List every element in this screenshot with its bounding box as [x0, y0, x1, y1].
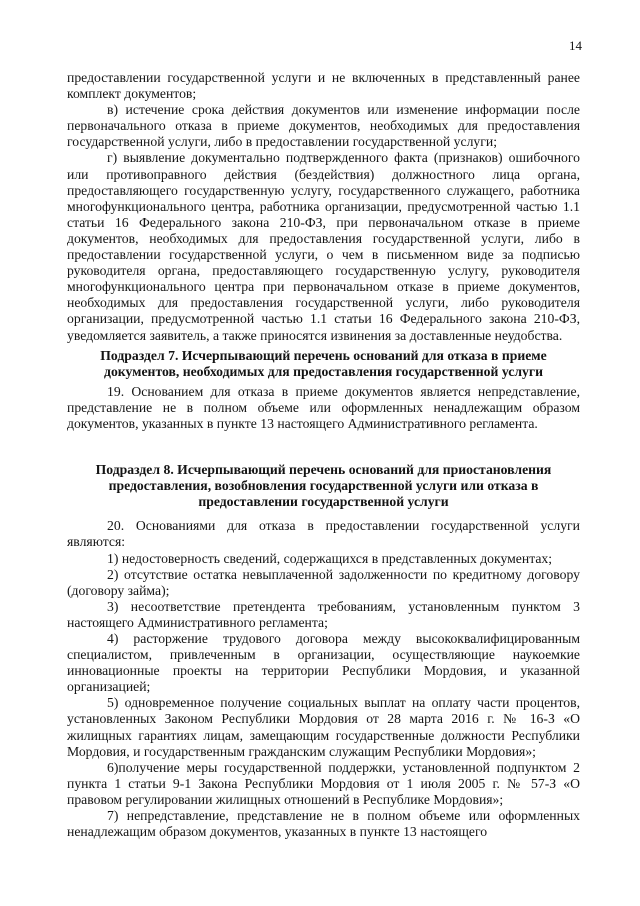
page-content: [67, 70, 580, 840]
paragraph: предоставлении государственной услуги и не включенных в представленный ранее комплект документов;: [67, 70, 580, 102]
subsection-8-heading: Подраздел 8. Исчерпывающий перечень оснований для приостановления предоставления, возобновления государственной услуги или отказа в предоставлении государственной услуги: [95, 462, 552, 510]
section-6-continuation: [67, 70, 580, 344]
paragraph: 7) непредставление, представление не в полном объеме или оформленных ненадлежащим образом документов, указанных в пункте 13 настоящего: [67, 808, 580, 840]
paragraph: 3) несоответствие претендента требованиям, установленным пунктом 3 настоящего Административного регламента;: [67, 598, 580, 630]
page-number: 14: [569, 38, 582, 53]
paragraph: 6)получение меры государственной поддержки, установленной подпунктом 2 пункта 1 статьи 9-1 Закона Республики Мордовия от 1 июля 2005 г. № 57-З «О правовом регулировании жилищных отношений в Республике Мордовия»;: [67, 759, 580, 807]
paragraph: 5) одновременное получение социальных выплат на оплату части процентов, установленных Законом Республики Мордовия от 28 марта 2016 г. № 16-З «О жилищных гарантиях лицам, замещающим государственные должности Республики Мордовия, и государственным гражданским служащим Республики Мордовия»;: [67, 695, 580, 759]
paragraph-19: 19. Основанием для отказа в приеме документов является непредставление, представление не в полном объеме или оформленных ненадлежащим образом документов, указанных в пункте 13 настоящего Административного регламента.: [67, 383, 580, 431]
section-8-body: [67, 518, 580, 840]
subsection-7-heading: Подраздел 7. Исчерпывающий перечень оснований для отказа в приеме документов, необходимых для предоставления государственной услуги: [100, 347, 547, 379]
paragraph: 20. Основаниями для отказа в предоставлении государственной услуги являются:: [67, 518, 580, 550]
paragraph: 2) отсутствие остатка невыплаченной задолженности по кредитному договору (договору займа);: [67, 566, 580, 598]
paragraph: 4) расторжение трудового договора между высококвалифицированным специалистом, привлеченным в организации, осуществляющие наукоемкие инновационные проекты на территории Республики Мордовия, и указанной организацией;: [67, 631, 580, 695]
paragraph: в) истечение срока действия документов или изменение информации после первоначального отказа в приеме документов, необходимых для предоставления государственной услуги, либо в предоставлении государственной услуги;: [67, 102, 580, 150]
paragraph: 1) недостоверность сведений, содержащихся в представленных документах;: [107, 550, 553, 566]
paragraph: г) выявление документально подтвержденного факта (признаков) ошибочного или противоправного действия (бездействия) должностного лица органа, предоставляющего государственную услугу, государственного служащего, работника многофункционального центра, работника организации, предусмотренной частью 1.1 статьи 16 Федерального закона 210-ФЗ, при первоначальном отказе в приеме документов, необходимых для предоставления государственной услуги, либо в предоставлении государственной услуги, о чем в письменном виде за подписью руководителя органа, предоставляющего государственную услугу, руководителя многофункционального центра при первоначальном отказе в приеме документов, необходимых для предоставления государственной услуги, либо руководителя организации, предусмотренной частью 1.1 статьи 16 Федерального закона 210-ФЗ, уведомляется заявитель, а также приносятся извинения за доставленные неудобства.: [67, 150, 580, 343]
